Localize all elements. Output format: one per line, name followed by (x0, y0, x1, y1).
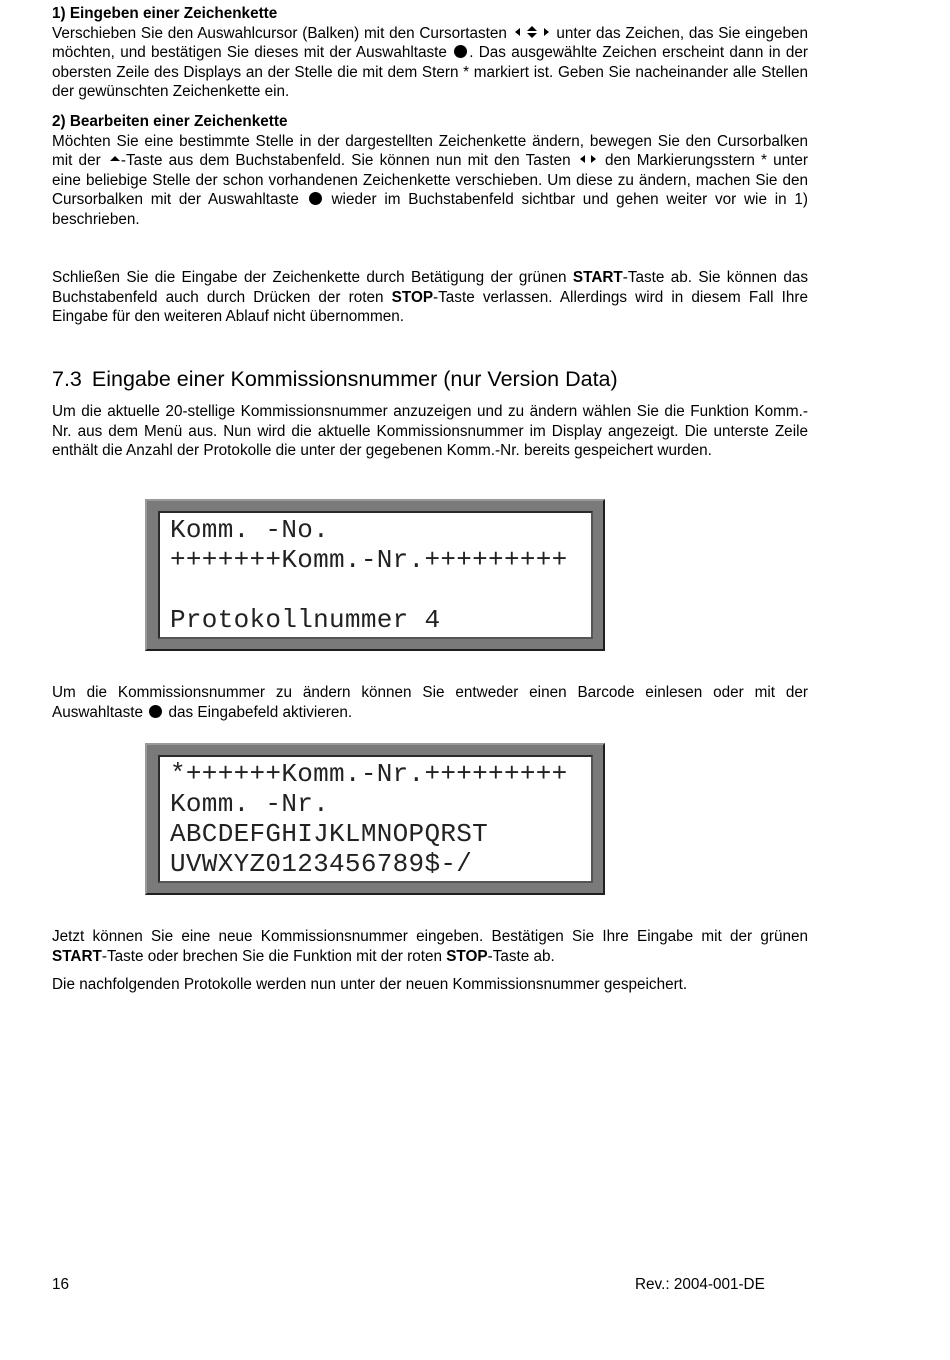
start-key-label: START (572, 269, 623, 286)
text-run: -Taste ab. Sie können das Buchstabenfeld auch durch Drücken der roten (52, 269, 808, 306)
lcd-display-current (145, 499, 605, 651)
section-number: 7.3 (52, 367, 82, 391)
start-key-label: START (52, 947, 102, 965)
lcd-screen (158, 755, 593, 883)
section-title-text: Eingabe einer Kommissionsnummer (nur Version Data) (91, 367, 618, 391)
lcd-row: Protokollnummer 4 (170, 605, 441, 635)
revision-label: Rev.: 2004-001-DE (635, 1276, 765, 1293)
lcd-row: ABCDEFGHIJKLMNOPQRST (170, 819, 489, 849)
arrow-left-icon (580, 155, 585, 163)
text-run: unter das Zeichen, das Sie eingeben möchten, und bestätigen Sie dieses mit der Auswahltaste (52, 24, 809, 62)
arrow-left-icon (515, 28, 520, 36)
filled-circle-icon (454, 45, 467, 58)
lcd-row: UVWXYZ0123456789$-/ (170, 849, 473, 879)
text-run: Um die Kommissionsnummer zu ändern können Sie entweder einen Barcode einlesen oder mit der Auswahltaste (52, 684, 808, 721)
paragraph-change (52, 683, 808, 722)
text-run: -Taste oder brechen Sie die Funktion mit der roten (101, 947, 447, 965)
paragraph-intro (52, 402, 808, 461)
lcd-row: *++++++Komm.-Nr.+++++++++ (170, 759, 568, 789)
text-run: den Markierungsstern * unter eine beliebige Stelle der schon vorhandenen Zeichenkette verschieben. Um diese zu ändern, machen Sie den Cursorbalken mit der Auswahltaste (52, 152, 809, 209)
filled-circle-icon (309, 192, 322, 205)
text-run: Jetzt können Sie eine neue Kommissionsnummer eingeben. Bestätigen Sie Ihre Eingabe mit der grünen (52, 928, 808, 945)
lcd-row: Komm. -Nr. (170, 789, 330, 819)
section-title (52, 365, 618, 393)
text-run: das Eingabefeld aktivieren. (168, 703, 353, 721)
section-input-string (52, 4, 808, 102)
text-run: wieder im Buchstabenfeld sichtbar und gehen weiter vor wie in 1) beschrieben. (52, 191, 809, 228)
arrow-up-icon (110, 156, 120, 161)
text-run: -Taste aus dem Buchstabenfeld. Sie können nun mit den Tasten (120, 152, 571, 170)
stop-key-label: STOP (446, 947, 488, 965)
section-heading: 1) Eingeben einer Zeichenkette (52, 5, 278, 22)
lcd-row: Komm. -No. (170, 515, 330, 545)
paragraph: Um die aktuelle 20-stellige Kommissionsnummer anzuzeigen und zu ändern wählen Sie die Funktion Komm.-Nr. aus dem Menü aus. Nun wird die aktuelle Kommissionsnummer im Display angezeigt. Die unterste Zeile enthält die Anzahl der Protokolle die unter der gegebenen Komm.-Nr. bereits gespeichert wurden. (52, 403, 808, 460)
arrow-right-icon (544, 28, 549, 36)
section-heading: 2) Bearbeiten einer Zeichenkette (52, 113, 288, 130)
paragraph: Die nachfolgenden Protokolle werden nun unter der neuen Kommissionsnummer gespeichert. (52, 976, 688, 993)
arrow-down-icon (527, 33, 537, 38)
text-run: -Taste verlassen. Allerdings wird in diesem Fall Ihre Eingabe für den weiteren Ablauf nicht übernommen. (52, 288, 808, 326)
paragraph (52, 132, 808, 230)
text-run: . Das ausgewählte Zeichen erscheint dann in der obersten Zeile des Displays an der Stelle die mit dem Stern * markiert ist. Geben Sie nacheinander alle Stellen der gewünschten Zeichenkette ein. (52, 44, 809, 101)
paragraph (52, 683, 808, 722)
text-run: Möchten Sie eine bestimmte Stelle in der dargestellten Zeichenkette ändern, bewegen Sie den Cursorbalken mit der (52, 132, 808, 170)
paragraph (52, 24, 808, 102)
paragraph (52, 927, 808, 966)
arrow-up-down-icon (527, 26, 537, 38)
text-run: Schließen Sie die Eingabe der Zeichenkette durch Betätigung der grünen (52, 269, 573, 286)
text-run: -Taste ab. (487, 947, 555, 965)
arrow-right-icon (591, 155, 596, 163)
filled-circle-icon (149, 705, 162, 718)
arrow-up-icon (527, 26, 537, 31)
text-run: Verschieben Sie den Auswahlcursor (Balken) mit den Cursortasten (52, 24, 507, 42)
paragraph-closing (52, 268, 808, 327)
paragraph (52, 268, 808, 327)
page-number: 16 (52, 1276, 70, 1293)
lcd-screen (158, 511, 593, 639)
lcd-display-edit (145, 743, 605, 895)
paragraph-new-number (52, 927, 808, 966)
lcd-row: +++++++Komm.-Nr.+++++++++ (170, 545, 568, 575)
section-edit-string (52, 112, 808, 230)
stop-key-label: STOP (391, 288, 434, 306)
paragraph-saved (52, 975, 808, 995)
